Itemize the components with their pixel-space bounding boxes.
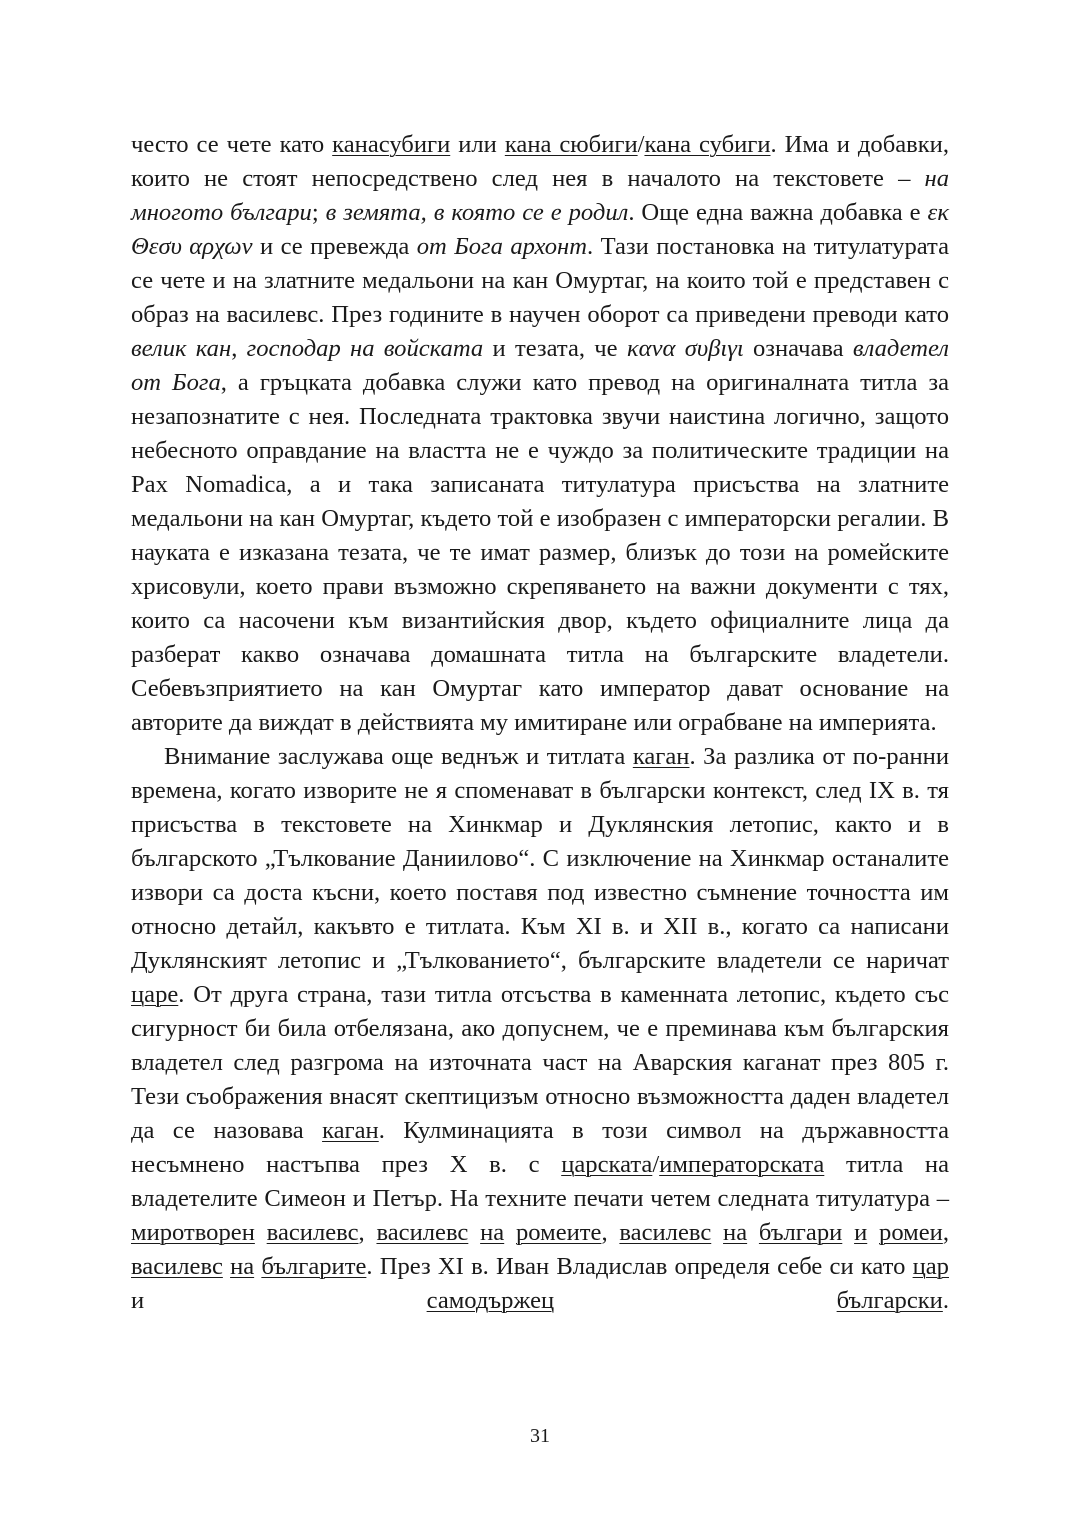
text-run — [747, 1219, 759, 1246]
underlined-term: василевс — [266, 1219, 359, 1246]
underlined-term: каган — [632, 743, 690, 770]
text-run: , а гръцката добавка служи като превод на оригиналната титла за незапознатите с нея. Последната трактовка звучи наистина логично, защото небесното оправдание на властта не е чуждо за политическите традиции на Pax Nomadica, а и така записаната титулатура присъства на златните медальони на кан Омуртаг, където той е изобразен с императорски регалии. В науката е изказана тезата, че те имат размер, близък до този на ромейските хрисовули, което прави възможно скрепяването на важни документи с тях, които са насочени към византийския двор, където официалните лица да разберат какво означава домашната титла на българските владетели. Себевъзприятието на кан Омуртаг като император дават основание на авторите да виждат в действията му имитиране или ограбване на империята. — [131, 369, 950, 736]
italic-phrase: κανα συβιγι — [626, 335, 744, 362]
text-run: и тезата, че — [483, 335, 627, 362]
underlined-term: цар — [912, 1253, 949, 1280]
underlined-term: василевс — [131, 1253, 223, 1280]
text-run: често се чете като — [131, 131, 333, 158]
text-run: / — [652, 1151, 660, 1178]
text-run: / — [637, 131, 645, 158]
underlined-term: кана субиги — [644, 131, 771, 158]
page-body — [131, 128, 949, 1318]
underlined-term: самодържец — [426, 1287, 555, 1314]
text-run: . От друга страна, тази титла отсъства в каменната летопис, където със сигурност би била отбелязана, ако допуснем, че е преминава към българския владетел след разгрома на източната част на Аварския каганат през 805 г. Тези съображения внасят скептицизъм относно възможността даден владетел да се назовава — [131, 981, 949, 1144]
paragraph-2 — [131, 740, 949, 1318]
text-run — [223, 1253, 230, 1280]
text-run: ; — [311, 199, 326, 226]
underlined-term: българи — [758, 1219, 843, 1246]
italic-phrase: εκ Θεσυ αρχων — [131, 199, 949, 260]
text-run — [255, 1219, 267, 1246]
italic-phrase: велик кан — [131, 335, 232, 362]
text-run — [504, 1219, 516, 1246]
text-run: и — [131, 1287, 427, 1314]
text-run: Внимание заслужава още веднъж и титлата — [164, 743, 633, 770]
text-run: и се превежда — [252, 233, 417, 260]
text-run — [867, 1219, 879, 1246]
underlined-term: ромеите — [516, 1219, 602, 1246]
underlined-term: на — [480, 1219, 505, 1246]
italic-phrase: господар на войската — [246, 335, 484, 362]
text-run: означава — [743, 335, 853, 362]
text-run — [711, 1219, 723, 1246]
text-run: или — [450, 131, 505, 158]
underlined-term: на — [723, 1219, 748, 1246]
text-run: . Тази постановка на титулатурата се чете и на златните медальони на кан Омуртаг, на които той е представен с образ на василевс. През годините в научен оборот са приведени преводи като — [131, 233, 949, 328]
text-run: , — [358, 1219, 377, 1246]
italic-phrase: в земята, в която се е родил — [325, 199, 629, 226]
underlined-term: и — [854, 1219, 868, 1246]
text-run: , — [231, 335, 247, 362]
underlined-term: кана сюбиги — [504, 131, 638, 158]
underlined-term: българите — [261, 1253, 367, 1280]
underlined-term: миротворен — [131, 1219, 255, 1246]
underlined-term: василевс — [619, 1219, 712, 1246]
italic-phrase: владетел от Бога — [131, 335, 950, 396]
text-run: . Кулминацията в този символ на държавността несъмнено настъпва през X в. с — [131, 1117, 949, 1178]
text-run: . През XI в. Иван Владислав определя себе си като — [366, 1253, 913, 1280]
underlined-term: василевс — [376, 1219, 469, 1246]
text-run: . За разлика от по-ранни времена, когато изворите не я споменават в български контекст, след IX в. тя присъства в текстовете на Хинкмар и Дуклянския летопис, както и в българското „Тълкование Даниилово“. С изключение на Хинкмар останалите извори са доста късни, което поставя под известно съмнение точността им относно детайл, какъвто е титлата. Към XI в. и XII в., когато са написани Дуклянският летопис и „Тълкованието“, българските владетели се наричат — [131, 743, 949, 974]
text-run — [468, 1219, 480, 1246]
text-run: , — [601, 1219, 620, 1246]
text-run — [554, 1287, 836, 1314]
underlined-term: каган — [322, 1117, 379, 1144]
text-run: титла на владетелите Симеон и Петър. На техните печати четем следната титулатура – — [131, 1151, 949, 1212]
text-run: . — [942, 1287, 949, 1314]
underlined-term: на — [230, 1253, 255, 1280]
italic-phrase: на многото българи — [131, 165, 949, 226]
page-number: 31 — [530, 1425, 550, 1447]
paragraph-1 — [131, 128, 949, 740]
text-run: . Има и добавки, които не стоят непосредствено след нея в началото на текстовете – — [131, 131, 949, 192]
underlined-term: ромеи — [879, 1219, 943, 1246]
italic-phrase: от Бога архонт — [416, 233, 588, 260]
underlined-term: императорската — [659, 1151, 825, 1178]
underlined-term: канасубиги — [332, 131, 451, 158]
underlined-term: български — [836, 1287, 943, 1314]
underlined-term: царската — [561, 1151, 653, 1178]
underlined-term: царе — [131, 981, 179, 1008]
text-run — [842, 1219, 854, 1246]
text-run: . Още една важна добавка е — [628, 199, 928, 226]
text-run: , — [942, 1219, 949, 1246]
